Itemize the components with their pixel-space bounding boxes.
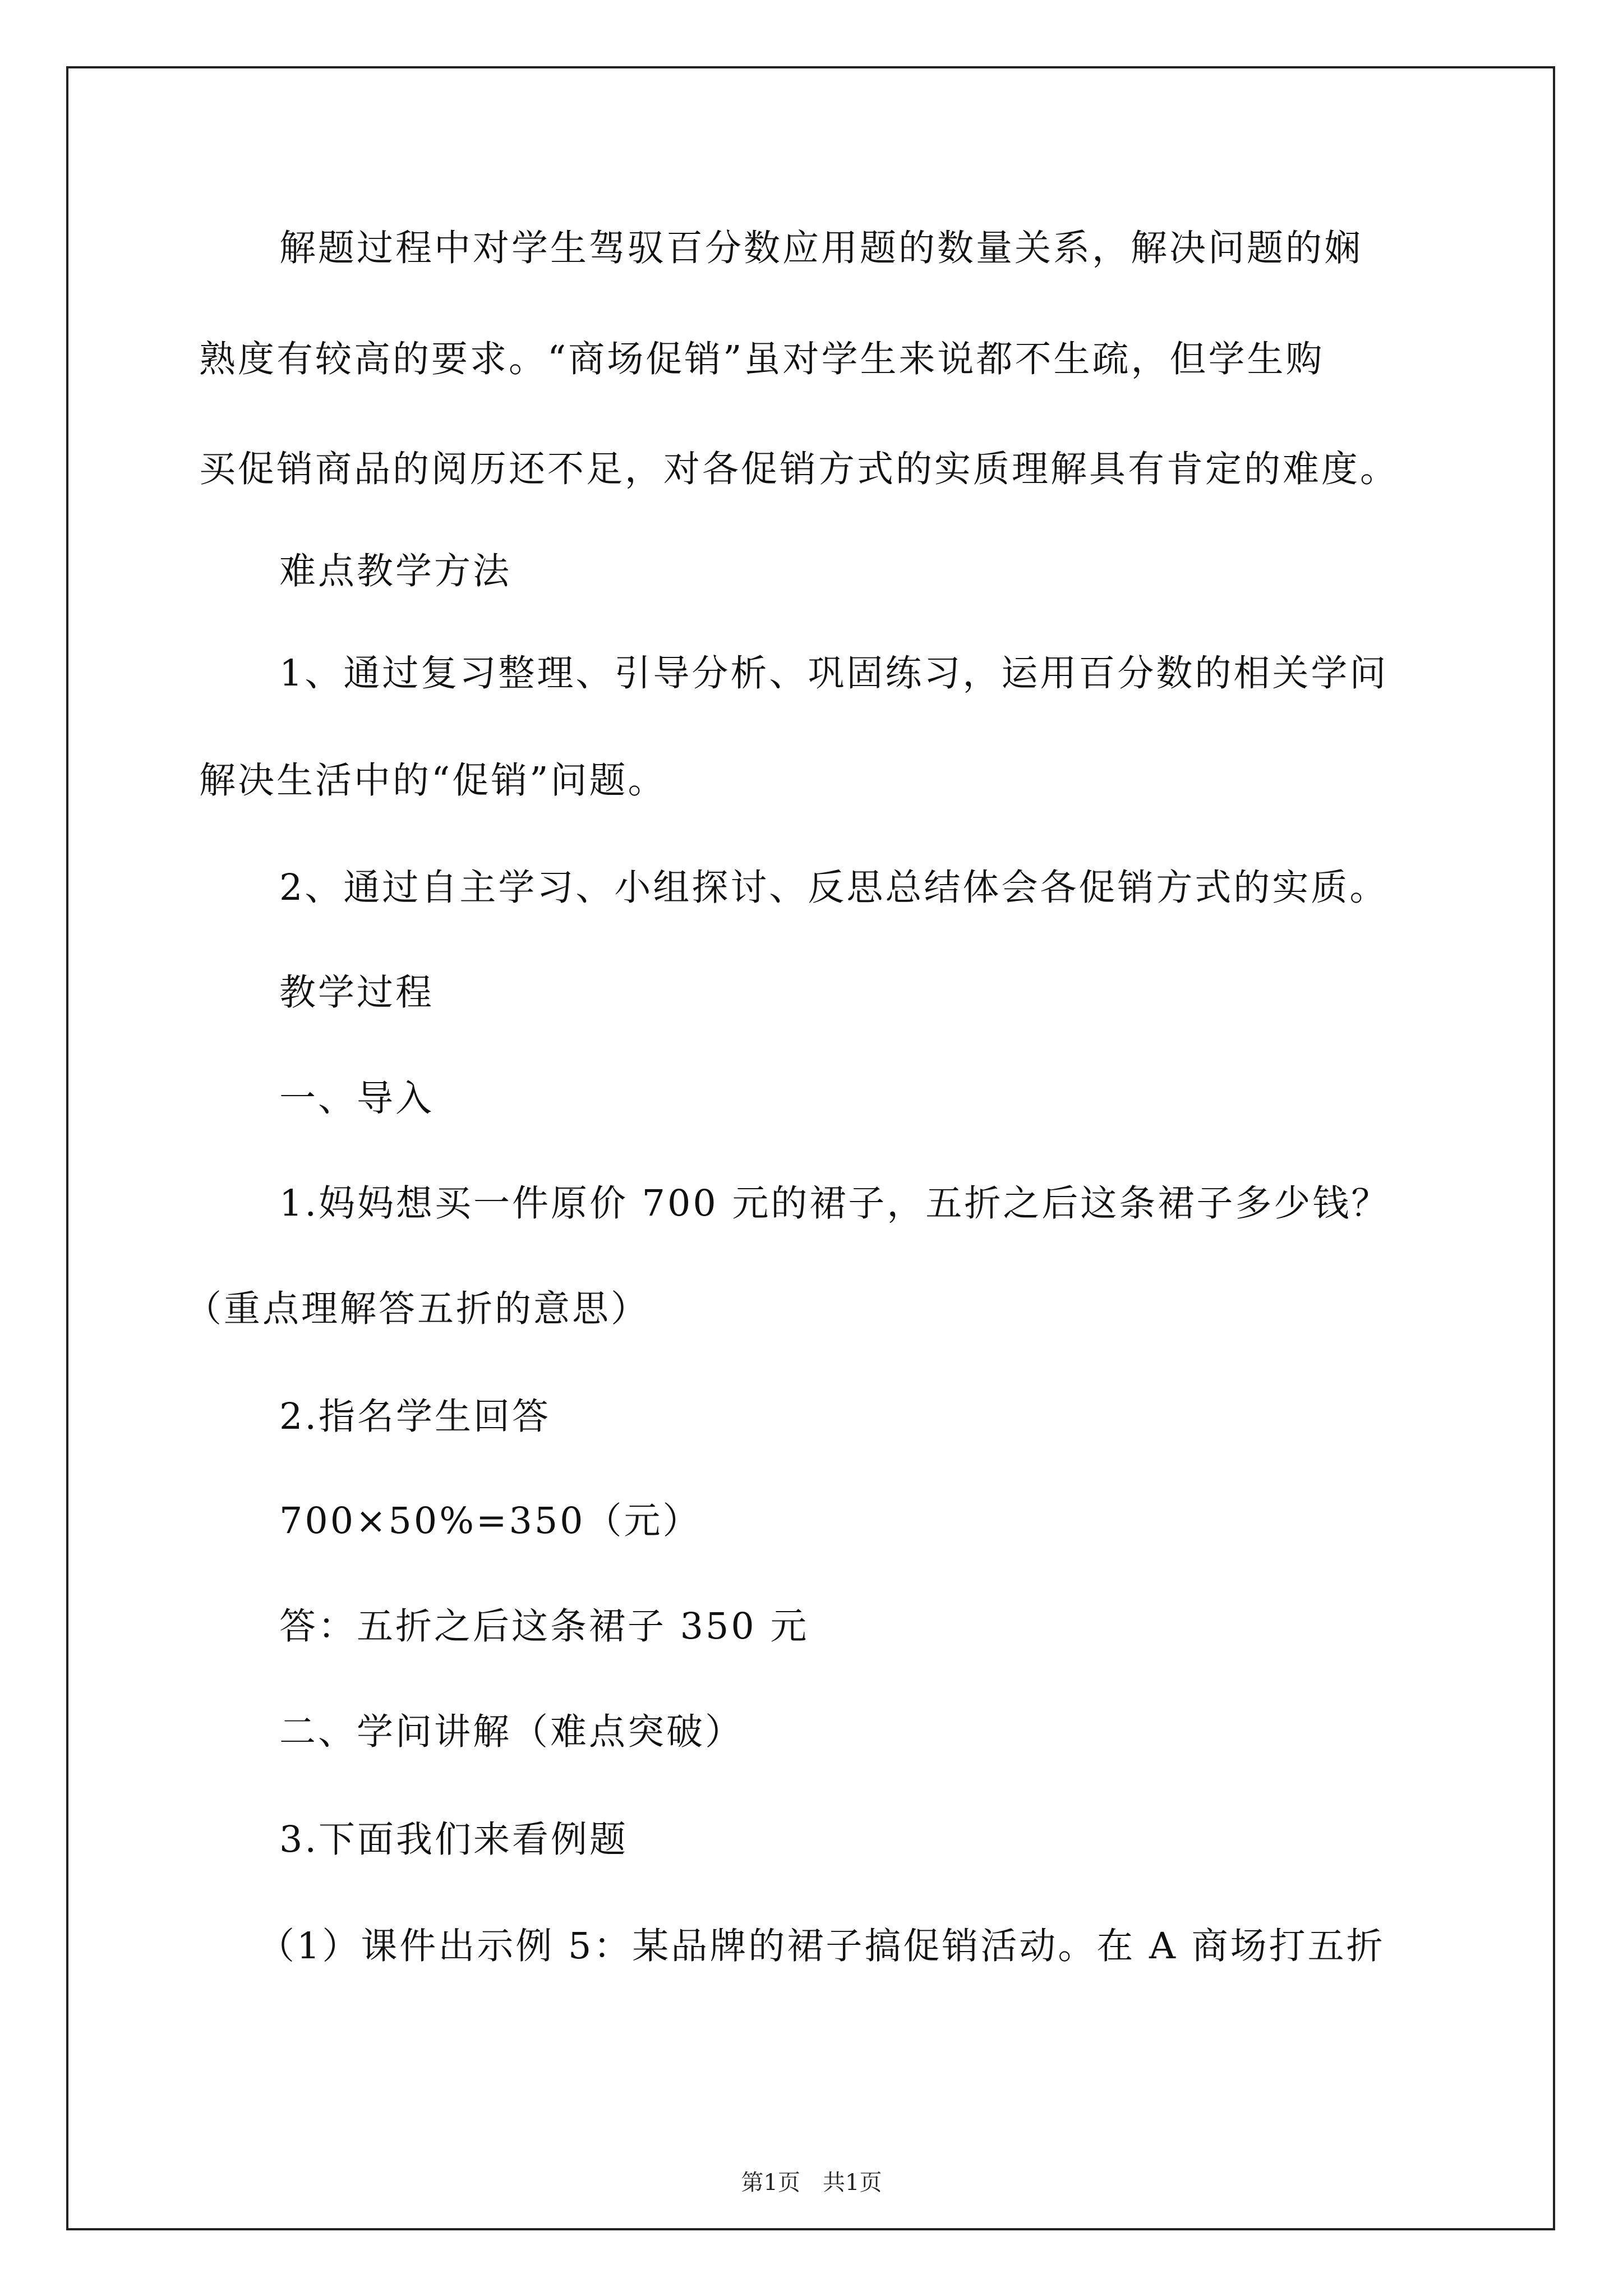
section-heading: 教学过程	[279, 972, 435, 1014]
paragraph-line: 解题过程中对学生驾驭百分数应用题的数量关系，解决问题的娴	[279, 227, 1363, 269]
paragraph-line: 解决生活中的“促销”问题。	[199, 760, 667, 802]
paragraph-line: （重点理解答五折的意思）	[185, 1288, 650, 1330]
formula-line: 700×50%=350（元）	[279, 1500, 702, 1542]
paragraph-line: 3.下面我们来看例题	[279, 1819, 629, 1861]
paragraph-line: 2.指名学生回答	[279, 1396, 551, 1438]
paragraph-line: 答：五折之后这条裙子 350 元	[279, 1605, 809, 1648]
page-footer: 第1页 共1页	[741, 2170, 882, 2196]
paragraph-line: 熟度有较高的要求。“商场促销”虽对学生来说都不生疏，但学生购	[199, 338, 1325, 380]
section-heading: 难点教学方法	[279, 550, 512, 592]
paragraph-line: 1.妈妈想买一件原价 700 元的裙子，五折之后这条裙子多少钱？	[279, 1182, 1390, 1225]
paragraph-line: 买促销商品的阅历还不足，对各促销方式的实质理解具有肯定的难度。	[199, 448, 1399, 490]
page-border	[66, 66, 1555, 2230]
paragraph-line: 2、通过自主学习、小组探讨、反思总结体会各促销方式的实质。	[279, 867, 1389, 909]
section-heading: 一、导入	[279, 1078, 435, 1120]
paragraph-line: 1、通过复习整理、引导分析、巩固练习，运用百分数的相关学问	[279, 652, 1389, 694]
section-heading: 二、学问讲解（难点突破）	[279, 1711, 744, 1753]
paragraph-line: （1）课件出示例 5：某品牌的裙子搞促销活动。在 A 商场打五折	[258, 1925, 1385, 1967]
